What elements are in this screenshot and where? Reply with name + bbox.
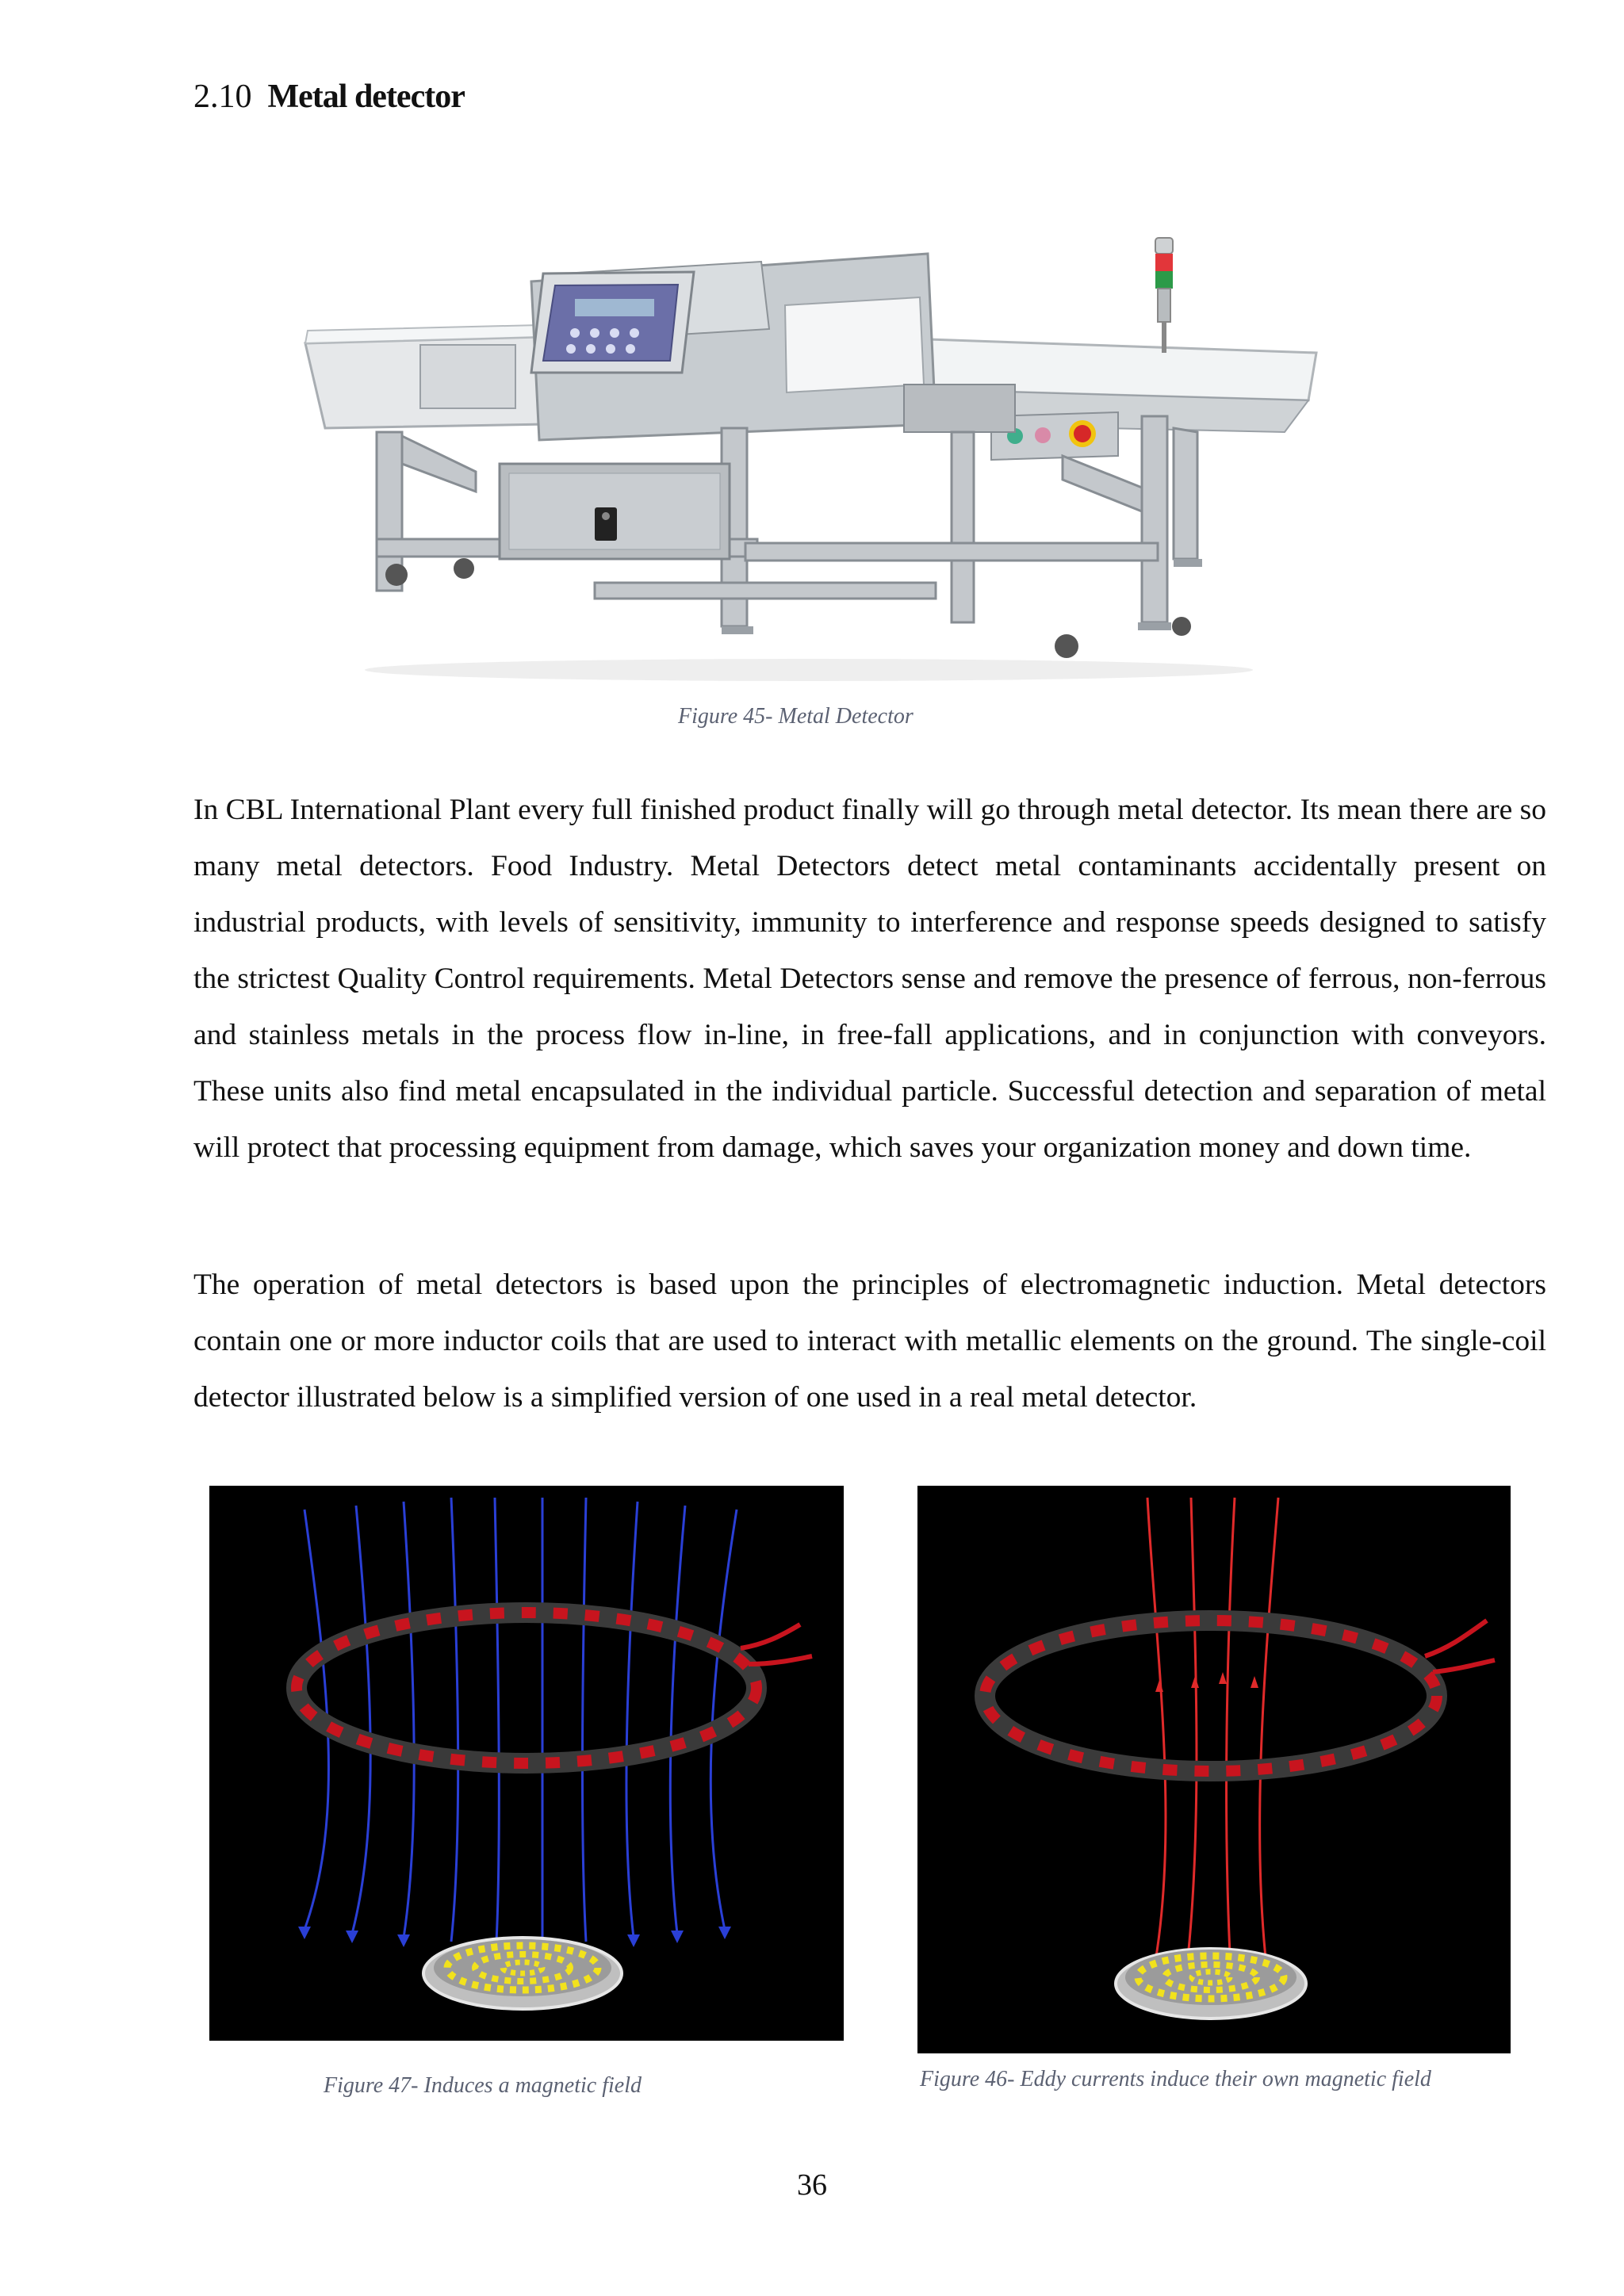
coil-magnetic-field-icon (209, 1486, 844, 2041)
metal-detector-machine-icon (301, 226, 1324, 686)
figure-47-caption: Figure 47- Induces a magnetic field (324, 2073, 642, 2098)
body-paragraph-1: In CBL International Plant every full finished product finally will go through metal detector. Its mean there are so many metal detectors. Food Industry. Metal Detectors detect metal contaminants accidentally present on industrial products, with levels of sensitivity, immunity to interference and response speeds designed to satisfy the strictest Quality Control requirements. Metal Detectors sense and remove the presence of ferrous, non-ferrous and stainless metals in the process flow in-line, in free-fall applications, and in conjunction with conveyors. These units also find metal encapsulated in the individual particle. Successful detection and separation of metal will protect that processing equipment from damage, which saves your organization money and down time. (193, 794, 1546, 1164)
page-number: 36 (797, 2168, 827, 2202)
body-paragraph-2: The operation of metal detectors is based upon the principles of electromagnetic induction. Metal detectors contain one or more inductor coils that are used to interact with metallic elements on the ground. The single-coil detector illustrated below is a simplified version of one used in a real metal detector. (193, 1269, 1546, 1414)
eddy-current-field-icon (917, 1486, 1511, 2053)
figure-46-caption: Figure 46- Eddy currents induce their own magnetic field (920, 2067, 1431, 2091)
figure-45-caption: Figure 45- Metal Detector (678, 704, 914, 729)
section-heading (193, 78, 465, 116)
section-title: Metal detector (267, 78, 465, 115)
section-number: 2.10 (193, 78, 252, 115)
